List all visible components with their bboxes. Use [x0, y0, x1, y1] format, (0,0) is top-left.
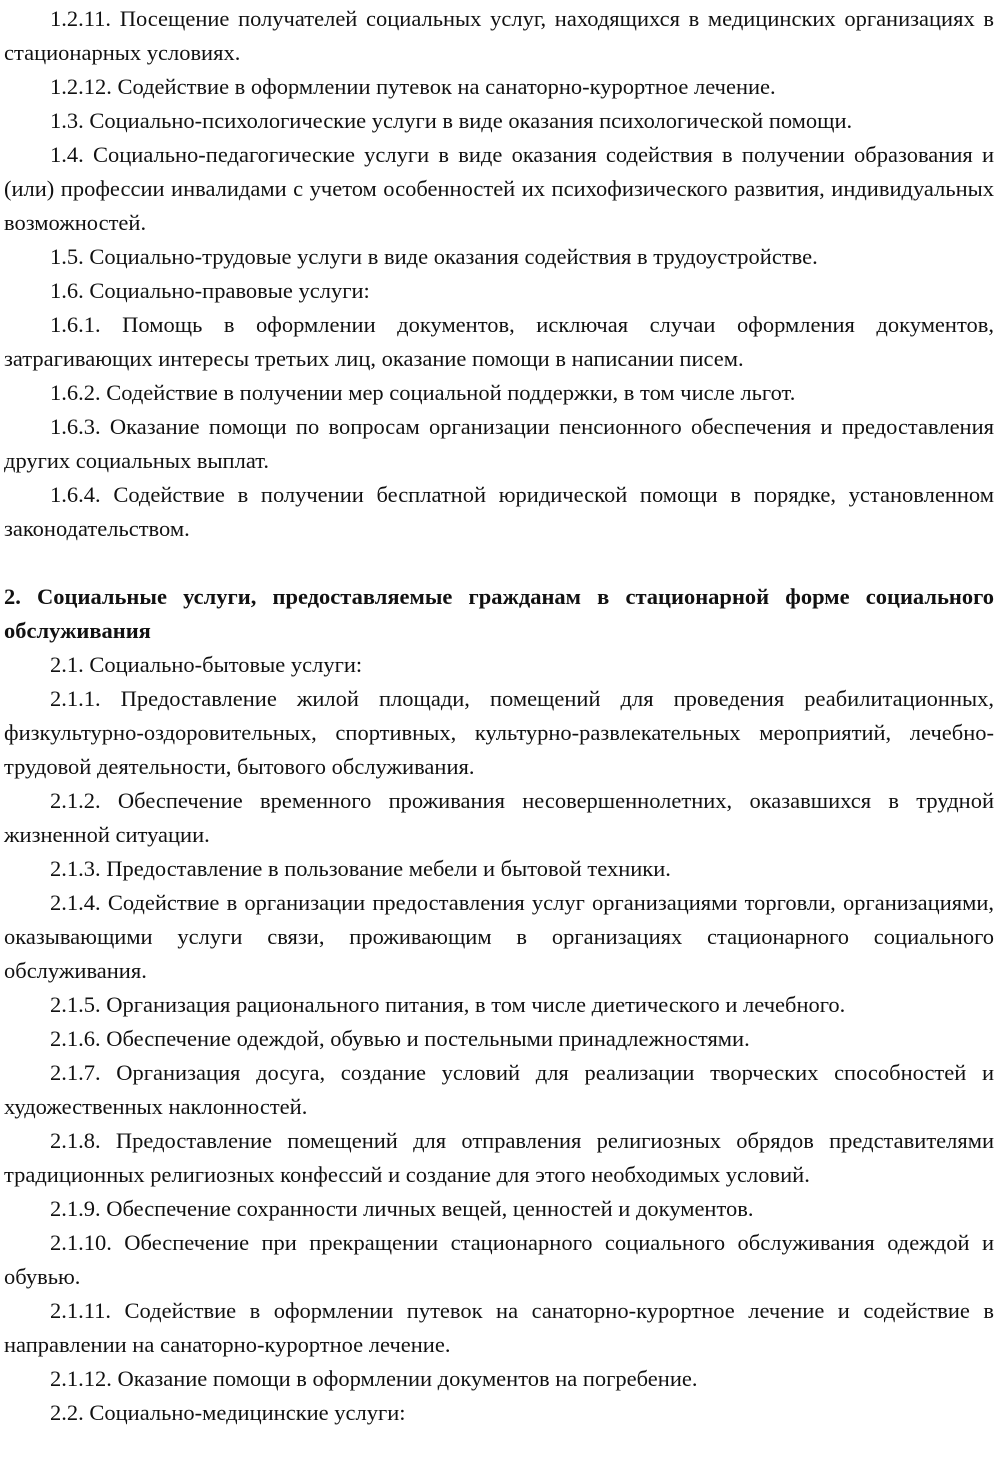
paragraph-2-1-10: 2.1.10. Обеспечение при прекращении стационарного социального обслуживания одеждой и обувью.	[4, 1230, 994, 1289]
paragraph-1-4: 1.4. Социально-педагогические услуги в виде оказания содействия в получении образования и (или) профессии инвалидами с учетом особенностей их психофизического развития, индивидуальных возможностей.	[4, 142, 994, 235]
paragraph-2-1: 2.1. Социально-бытовые услуги:	[50, 652, 363, 677]
section-2-heading: 2. Социальные услуги, предоставляемые гражданам в стационарной форме социального обслуживания	[4, 584, 994, 643]
paragraph-1-2-12: 1.2.12. Содействие в оформлении путевок на санаторно-курортное лечение.	[50, 74, 776, 99]
paragraph-2-1-5: 2.1.5. Организация рационального питания, в том числе диетического и лечебного.	[50, 992, 846, 1017]
paragraph-2-1-2: 2.1.2. Обеспечение временного проживания несовершеннолетних, оказавшихся в трудной жизненной ситуации.	[4, 788, 994, 847]
paragraph-2-1-12: 2.1.12. Оказание помощи в оформлении документов на погребение.	[50, 1366, 698, 1391]
paragraph-2-1-7: 2.1.7. Организация досуга, создание условий для реализации творческих способностей и художественных наклонностей.	[4, 1060, 994, 1119]
paragraph-2-1-6: 2.1.6. Обеспечение одеждой, обувью и постельными принадлежностями.	[50, 1026, 750, 1051]
paragraph-1-3: 1.3. Социально-психологические услуги в виде оказания психологической помощи.	[50, 108, 853, 133]
paragraph-1-6-1: 1.6.1. Помощь в оформлении документов, исключая случаи оформления документов, затрагивающих интересы третьих лиц, оказание помощи в написании писем.	[4, 312, 994, 371]
paragraph-1-6-4: 1.6.4. Содействие в получении бесплатной юридической помощи в порядке, установленном законодательством.	[4, 482, 994, 541]
section-spacer	[4, 546, 994, 580]
paragraph-2-1-4: 2.1.4. Содействие в организации предоставления услуг организациями торговли, организациями, оказывающими услуги связи, проживающим в организациях стационарного социального обслуживания.	[4, 890, 994, 983]
paragraph-2-1-9: 2.1.9. Обеспечение сохранности личных вещей, ценностей и документов.	[50, 1196, 754, 1221]
paragraph-2-1-8: 2.1.8. Предоставление помещений для отправления религиозных обрядов представителями традиционных религиозных конфессий и создание для этого необходимых условий.	[4, 1128, 994, 1187]
paragraph-2-2: 2.2. Социально-медицинские услуги:	[50, 1400, 406, 1425]
paragraph-1-2-11: 1.2.11. Посещение получателей социальных услуг, находящихся в медицинских организациях в стационарных условиях.	[4, 6, 994, 65]
paragraph-1-5: 1.5. Социально-трудовые услуги в виде оказания содействия в трудоустройстве.	[50, 244, 818, 269]
paragraph-1-6: 1.6. Социально-правовые услуги:	[50, 278, 370, 303]
paragraph-1-6-2: 1.6.2. Содействие в получении мер социальной поддержки, в том числе льгот.	[50, 380, 796, 405]
paragraph-2-1-11: 2.1.11. Содействие в оформлении путевок на санаторно-курортное лечение и содействие в направлении на санаторно-курортное лечение.	[4, 1298, 994, 1357]
paragraph-1-6-3: 1.6.3. Оказание помощи по вопросам организации пенсионного обеспечения и предоставления других социальных выплат.	[4, 414, 994, 473]
paragraph-2-1-3: 2.1.3. Предоставление в пользование мебели и бытовой техники.	[50, 856, 671, 881]
paragraph-2-1-1: 2.1.1. Предоставление жилой площади, помещений для проведения реабилитационных, физкультурно-оздоровительных, спортивных, культурно-развлекательных мероприятий, лечебно-трудовой деятельности, бытового обслуживания.	[4, 686, 994, 779]
